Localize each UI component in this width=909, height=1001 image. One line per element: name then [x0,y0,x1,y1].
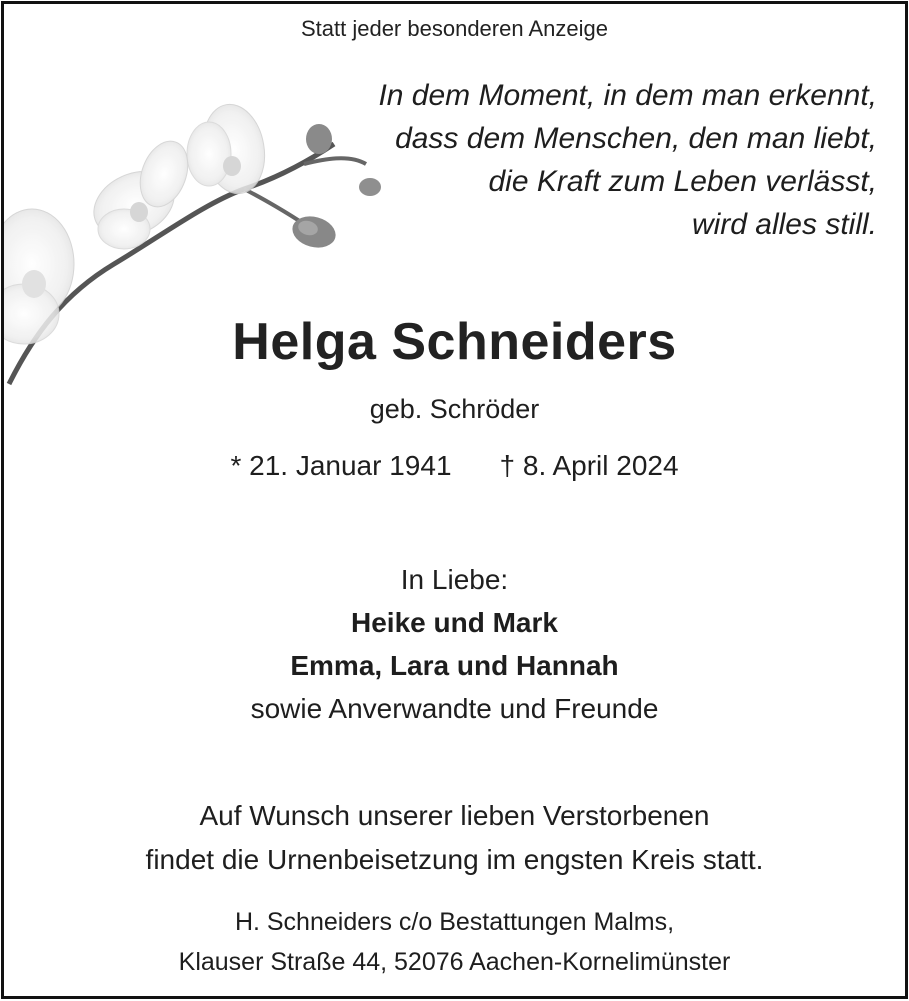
contact-address [4,902,905,982]
mourner-family-2: Emma, Lara und Hannah [290,650,619,681]
header-line: Statt jeder besonderen Anzeige [300,16,608,41]
notice-line: Auf Wunsch unserer lieben Verstorbenen [199,800,710,831]
birth-date: * 21. Januar 1941 [230,450,452,481]
contact-line: H. Schneiders c/o Bestattungen Malms, [234,908,675,936]
quote-block [378,74,877,246]
life-dates [4,450,905,482]
mourner-others: sowie Anverwandte und Freunde [250,693,659,724]
contact-line: Klauser Straße 44, 52076 Aachen-Kornelimünster [178,948,731,976]
obituary-frame [1,1,908,999]
quote-line: die Kraft zum Leben verlässt, [488,165,877,198]
mourners-intro: In Liebe: [400,564,509,595]
funeral-notice [4,794,905,882]
deceased-name: Helga Schneiders [232,313,677,371]
mourner-family-1: Heike und Mark [351,607,558,638]
death-date: † 8. April 2024 [499,450,679,481]
quote-line: dass dem Menschen, den man liebt, [395,122,877,155]
quote-line: In dem Moment, in dem man erkennt, [378,79,877,112]
notice-line: findet die Urnenbeisetzung im engsten Kreis statt. [145,844,764,875]
quote-line: wird alles still. [691,208,877,241]
mourners-block [4,558,905,730]
maiden-name: geb. Schröder [369,394,540,424]
